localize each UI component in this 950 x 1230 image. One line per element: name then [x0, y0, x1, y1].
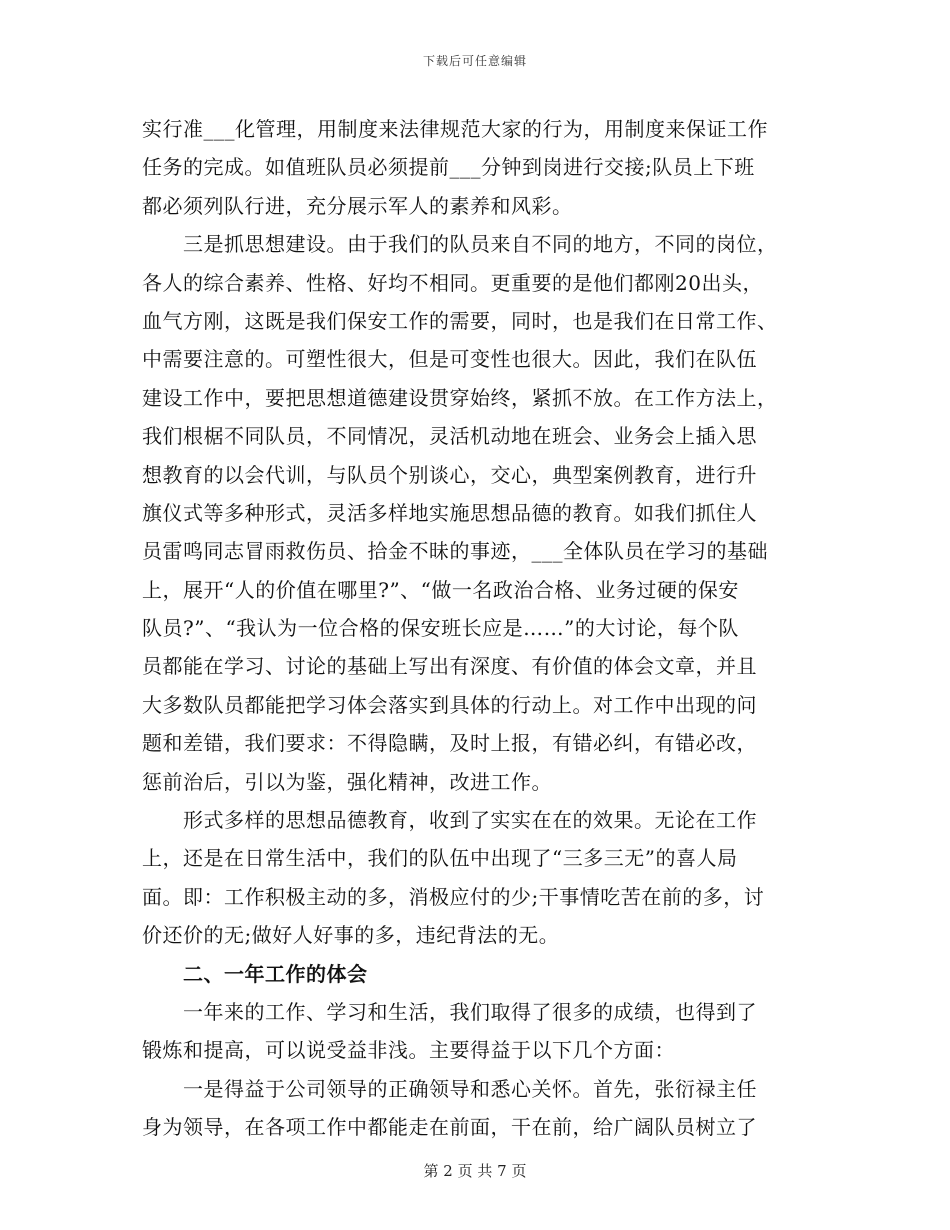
text-line: 任务的完成。如值班队员必须提前___分钟到岗进行交接;队员上下班 [142, 155, 755, 180]
page-footer: 第 2 页 共 7 页 [423, 1162, 527, 1180]
text-line: 一年来的工作、学习和生活，我们取得了很多的成绩，也得到了 [142, 999, 757, 1024]
text-line: 上，还是在日常生活中，我们的队伍中出现了“三多三无”的喜人局 [142, 846, 738, 871]
text-line: 血气方刚，这既是我们保安工作的需要，同时，也是我们在日常工作、 [142, 308, 778, 333]
text-line: 我们根椐不同队员，不同情况，灵活机动地在班会、业务会上插入思 [142, 424, 757, 449]
text-line: 题和差错，我们要求：不得隐瞒，及时上报，有错必纠，有错必改， [142, 731, 757, 756]
text-line: 锻炼和提高，可以说受益非浅。主要得益于以下几个方面： [142, 1038, 675, 1063]
text-line: 惩前治后，引以为鉴，强化精神，改进工作。 [142, 769, 552, 794]
text-line: 都必须列队行进，充分展示军人的素养和风彩。 [142, 193, 573, 218]
text-line: 建设工作中，要把思想道德建设贯穿始终，紧抓不放。在工作方法上， [142, 385, 778, 410]
text-line: 想教育的以会代训，与队员个别谈心，交心，典型案例教育，进行升 [142, 462, 757, 487]
text-line: 形式多样的思想品德教育，收到了实实在在的效果。无论在工作 [142, 808, 757, 833]
text-line: 队员?”、“我认为一位合格的保安班长应是……”的大讨论，每个队 [142, 616, 739, 641]
text-line: 身为领导，在各项工作中都能走在前面，干在前，给广阔队员树立了 [142, 1115, 757, 1140]
text-line: 三是抓思想建设。由于我们的队员来自不同的地方，不同的岗位， [142, 232, 778, 257]
text-line: 各人的综合素养、性格、好均不相同。更重要的是他们都刚20出头， [142, 270, 763, 295]
text-line: 一是得益于公司领导的正确领导和悉心关怀。首先，张衍禄主任 [142, 1076, 757, 1101]
section-heading: 二、一年工作的体会 [142, 961, 368, 986]
text-line: 员都能在学习、讨论的基础上写出有深度、有价值的体会文章，并且 [142, 654, 757, 679]
document-body [142, 110, 808, 1147]
text-line: 大多数队员都能把学习体会落实到具体的行动上。对工作中出现的问 [142, 692, 757, 717]
text-line: 员雷鸣同志冒雨救伤员、拾金不昧的事迹，___全体队员在学习的基础 [142, 539, 768, 564]
text-line: 中需要注意的。可塑性很大，但是可变性也很大。因此，我们在队伍 [142, 347, 757, 372]
text-line: 实行准___化管理，用制度来法律规范大家的行为，用制度来保证工作 [142, 117, 768, 141]
text-line: 面。即：工作积极主动的多，消极应付的少;干事情吃苦在前的多，讨 [142, 884, 765, 909]
page-header: 下载后可任意编辑 [422, 54, 527, 68]
text-line: 旗仪式等多种形式，灵活多样地实施思想品德的教育。如我们抓住人 [142, 500, 757, 525]
text-line: 价还价的无;做好人好事的多，违纪背法的无。 [142, 923, 560, 948]
text-line: 上，展开“人的价值在哪里?”、“做一名政治合格、业务过硬的保安 [142, 577, 739, 602]
